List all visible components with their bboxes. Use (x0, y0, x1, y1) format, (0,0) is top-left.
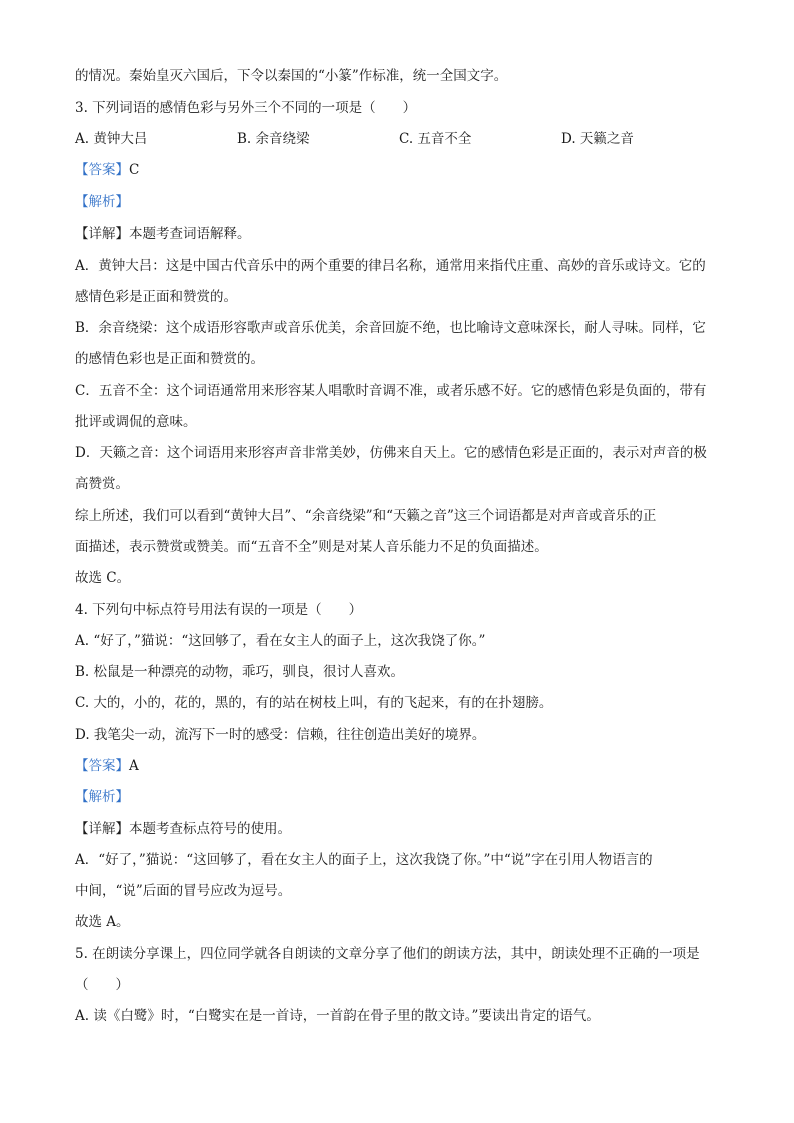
text-line: 的感情色彩也是正面和赞赏的。 (75, 351, 264, 367)
text-line: 的情况。秦始皇灭六国后，下令以秦国的“小篆”作标准，统一全国文字。 (75, 68, 508, 84)
question-3-analysis-tag (75, 192, 725, 212)
text-line: A．“好了，”猫说：“这回够了，看在女主人的面子上，这次我饶了你。”中“说”字在引用人物语言的 (75, 852, 653, 868)
text-line: 高赞赏。 (75, 476, 129, 492)
text-line: B．余音绕梁：这个成语形容歌声或音乐优美，余音回旋不绝，也比喻诗文意味深长，耐人寻味。同样，它 (75, 320, 706, 336)
answer-value: C (129, 162, 140, 178)
text-line: A．黄钟大吕：这是中国古代音乐中的两个重要的律吕名称，通常用来指代庄重、高妙的音乐或诗文。它的 (75, 258, 706, 274)
text-line: 中间，“说”后面的冒号应改为逗号。 (75, 883, 292, 899)
text-line: 综上所述，我们可以看到“黄钟大吕”、“余音绕梁”和“天籁之音”这三个词语都是对声音或音乐的正 (75, 508, 657, 524)
answer-tag: 【答案】 (75, 162, 129, 178)
answer-value: A (129, 758, 139, 774)
text-line: 面描述，表示赞赏或赞美。而“五音不全”则是对某人音乐能力不足的负面描述。 (75, 539, 548, 555)
text-line: 故选 A。 (75, 914, 130, 930)
text-line: D．天籁之音：这个词语用来形容声音非常美妙，仿佛来自天上。它的感情色彩是正面的，表示对声音的极 (75, 445, 707, 461)
answer-tag: 【答案】 (75, 758, 129, 774)
text-line: C．五音不全：这个词语通常用来形容某人唱歌时音调不准，或者乐感不好。它的感情色彩是负面的，带有 (75, 383, 707, 399)
option-a: A. 读《白鹭》时，“白鹭实在是一首诗，一首韵在骨子里的散文诗。”要读出肯定的语气。 (75, 1008, 600, 1024)
text-line: 批评或调侃的意味。 (75, 414, 197, 430)
analysis-tag: 【解析】 (75, 194, 129, 210)
option-a: A. “好了，”猫说：“这回够了，看在女主人的面子上，这次我饶了你。” (75, 633, 486, 649)
explanation-heading: 【详解】本题考查标点符号的使用。 (75, 821, 291, 837)
option-a: A. 黄钟大吕 (75, 131, 148, 147)
question-4-answer (75, 756, 725, 776)
text-line: （ ） (75, 977, 129, 993)
option-d: D. 天籁之音 (561, 131, 634, 147)
text-line: 故选 C。 (75, 570, 131, 586)
question-3-stem: 3. 下列词语的感情色彩与另外三个不同的一项是（ ） (75, 100, 417, 116)
text-line: 感情色彩是正面和赞赏的。 (75, 289, 237, 305)
option-c: C. 大的，小的，花的，黑的，有的站在树枝上叫，有的飞起来，有的在扑翅膀。 (75, 695, 553, 711)
explanation-heading: 【详解】本题考查词语解释。 (75, 226, 251, 242)
analysis-tag: 【解析】 (75, 789, 129, 805)
question-4-analysis-tag (75, 787, 725, 807)
option-d: D. 我笔尖一动，流泻下一时的感受：信赖，往往创造出美好的境界。 (75, 727, 486, 743)
option-c: C. 五音不全 (399, 131, 472, 147)
question-3-options (75, 129, 725, 149)
option-b: B. 松鼠是一种漂亮的动物，乖巧，驯良，很讨人喜欢。 (75, 664, 405, 680)
question-3-answer (75, 160, 725, 180)
question-4-stem: 4. 下列句中标点符号用法有误的一项是（ ） (75, 602, 363, 618)
question-5-stem: 5. 在朗读分享课上，四位同学就各自朗读的文章分享了他们的朗读方法，其中，朗读处理不正确的一项是 (75, 946, 700, 962)
option-b: B. 余音绕梁 (237, 131, 310, 147)
